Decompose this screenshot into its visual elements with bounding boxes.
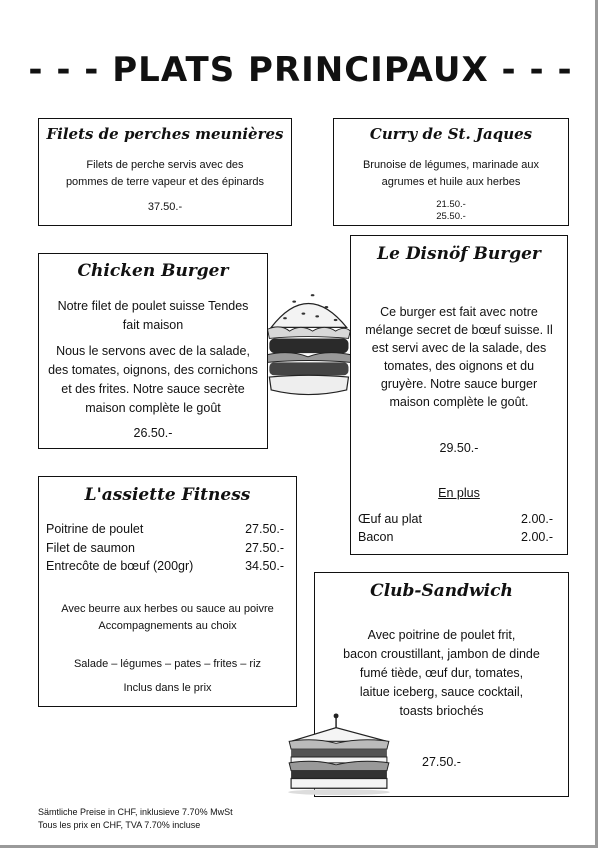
club-desc-1: Avec poitrine de poulet frit,	[367, 628, 516, 642]
disnof-desc-3: est servi avec de la salade, des	[371, 341, 547, 355]
disnof-desc-5: gruyère. Notre sauce burger	[380, 377, 538, 391]
fitness-item-label: Poitrine de poulet	[46, 522, 144, 536]
chicken-burger-card	[38, 253, 268, 449]
perches-desc-1: Filets de perche servis avec des	[86, 159, 244, 171]
fitness-item-price: 27.50.-	[245, 541, 284, 555]
club-desc-5: toasts briochés	[399, 704, 484, 718]
club-price: 27.50.-	[422, 755, 461, 769]
chicken-desc-5: et des frites. Notre sauce secrète	[61, 382, 245, 396]
club-desc-4: laitue iceberg, sauce cocktail,	[359, 685, 524, 699]
chicken-desc-6: maison complète le goût	[85, 401, 221, 415]
fitness-item-label: Filet de saumon	[46, 541, 135, 555]
disnof-extras-heading	[351, 484, 567, 504]
footer-note	[38, 806, 233, 832]
curry-desc-1: Brunoise de légumes, marinade aux	[362, 159, 540, 171]
disnof-desc-2: mélange secret de bœuf suisse. Il	[365, 323, 553, 337]
page-title: - - - PLATS PRINCIPAUX - - -	[28, 50, 573, 90]
extra-label: Œuf au plat	[358, 512, 422, 526]
fitness-sides: Salade – légumes – pates – frites – riz	[73, 658, 262, 670]
chicken-desc-2: fait maison	[122, 318, 184, 332]
club-desc-2: bacon croustillant, jambon de dinde	[343, 647, 540, 661]
perches-price: 37.50.-	[147, 201, 183, 213]
fitness-item-price: 27.50.-	[245, 522, 284, 536]
disnof-desc-1: Ce burger est fait avec notre	[380, 305, 538, 319]
extras-heading-text: En plus	[438, 486, 480, 500]
disnof-burger-card	[350, 235, 568, 555]
sandwich-illustration	[285, 712, 393, 800]
perches-card	[38, 118, 292, 226]
footer-line-fr: Tous les prix en CHF, TVA 7.70% incluse	[38, 820, 201, 830]
curry-price-2: 25.50.-	[436, 211, 466, 222]
fitness-item-price: 34.50.-	[245, 559, 284, 573]
perches-title: Filets de perches meunières	[46, 125, 284, 143]
fitness-item-label: Entrecôte de bœuf (200gr)	[46, 559, 194, 573]
extra-price: 2.00.-	[521, 512, 553, 526]
chicken-desc-4: des tomates, oignons, des cornichons	[48, 363, 258, 377]
curry-desc-2: agrumes et huile aux herbes	[381, 176, 521, 188]
burger-illustration	[262, 280, 354, 430]
disnof-desc-4: tomates, des oignons et du	[383, 359, 535, 373]
perches-desc-2: pommes de terre vapeur et des épinards	[65, 176, 265, 188]
fitness-included: Inclus dans le prix	[123, 682, 212, 694]
fitness-card	[38, 476, 297, 707]
chicken-price: 26.50.-	[133, 426, 173, 440]
chicken-desc-1: Notre filet de poulet suisse Tendes	[57, 299, 249, 313]
fitness-title: L'assiette Fitness	[84, 485, 251, 505]
club-sandwich-title: Club-Sandwich	[370, 581, 513, 601]
curry-card	[333, 118, 569, 226]
extra-label: Bacon	[358, 530, 394, 544]
fitness-note-1: Avec beurre aux herbes ou sauce au poivre	[61, 603, 274, 615]
disnof-price: 29.50.-	[439, 441, 479, 455]
curry-title: Curry de St. Jaques	[369, 125, 533, 143]
disnof-desc-6: maison complète le goût.	[389, 395, 529, 409]
disnof-burger-title: Le Disnöf Burger	[377, 244, 541, 264]
curry-price-1: 21.50.-	[436, 199, 466, 210]
club-desc-3: fumé tiède, œuf dur, tomates,	[359, 666, 524, 680]
fitness-note-2: Accompagnements au choix	[98, 620, 237, 632]
chicken-desc-3: Nous le servons avec de la salade,	[56, 344, 250, 358]
extra-price: 2.00.-	[521, 530, 553, 544]
footer-line-de: Sämtliche Preise in CHF, inklusieve 7.70% MwSt	[38, 807, 233, 817]
chicken-burger-title: Chicken Burger	[77, 261, 229, 281]
